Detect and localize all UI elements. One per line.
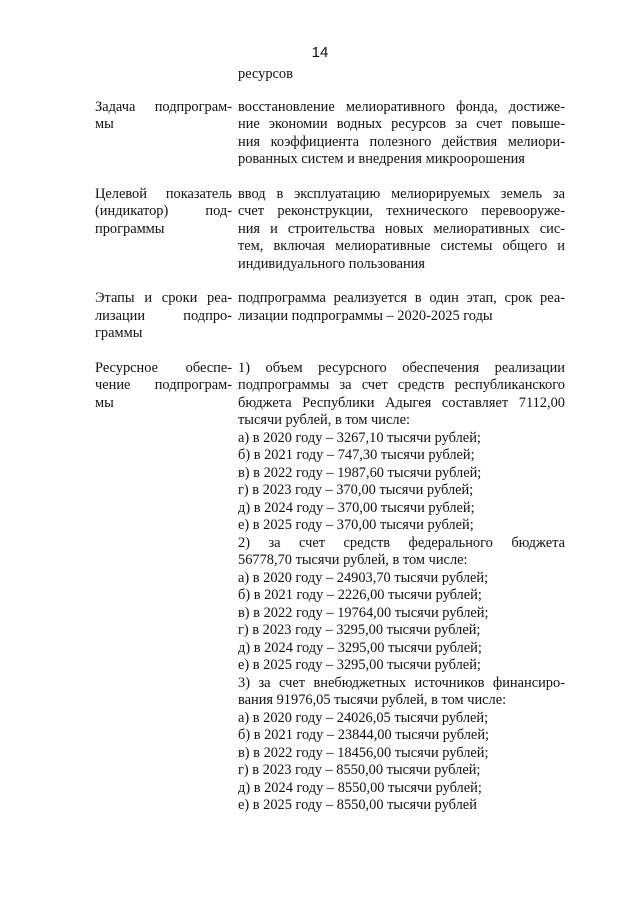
label-line: Целевой показатель (95, 185, 232, 202)
value-line: подпрограмма реализуется в один этап, срок реа- (238, 290, 565, 306)
value-line: счет реконструкции, технического перевооруже- (238, 203, 565, 219)
value-line: лизации подпрограммы – 2020-2025 годы (238, 307, 493, 324)
value-line: ресурсов (238, 66, 293, 82)
row-value (238, 66, 565, 84)
value-line: восстановление мелиоративного фонда, достиже- (238, 98, 565, 115)
value-line: подпрограммы за счет средств республиканского (238, 377, 565, 393)
value-line: ния коэффициента полезного действия мелиори- (238, 133, 565, 150)
value-line: е) в 2025 году – 370,00 тысячи рублей; (238, 517, 474, 533)
value-line: б) в 2021 году – 2226,00 тысячи рублей; (238, 587, 482, 603)
label-line: Задача подпрограм- (95, 98, 232, 115)
value-line: а) в 2020 году – 24026,05 тысячи рублей; (238, 709, 489, 726)
value-line: в) в 2022 году – 1987,60 тысячи рублей; (238, 464, 482, 481)
value-line: тысячи рублей, в том числе: (238, 412, 410, 428)
value-line: г) в 2023 году – 3295,00 тысячи рублей; (238, 622, 481, 638)
value-line: д) в 2024 году – 8550,00 тысячи рублей; (238, 779, 482, 796)
table-row-resource-provision (95, 360, 565, 815)
label-line: граммы (95, 325, 143, 341)
value-line: г) в 2023 году – 370,00 тысячи рублей; (238, 482, 474, 498)
row-value (238, 290, 565, 343)
subprogram-passport-table (95, 66, 565, 832)
label-line: (индикатор) под- (95, 203, 232, 219)
row-label (95, 66, 232, 84)
value-line: бюджета Республики Адыгея составляет 7112,00 (238, 394, 565, 411)
value-line: индивидуального пользования (238, 255, 426, 272)
row-label (95, 290, 232, 343)
value-line: тем, включая мелиоративные системы общего и (238, 238, 565, 254)
value-line: б) в 2021 году – 747,30 тысячи рублей; (238, 447, 475, 463)
table-row-target-indicator (95, 186, 565, 274)
page-number: 14 (311, 44, 329, 61)
row-value (238, 186, 565, 274)
table-row-stages-terms (95, 290, 565, 343)
table-row-task (95, 99, 565, 169)
value-line: рованных систем и внедрения микроорошения (238, 151, 525, 167)
value-line: г) в 2023 году – 8550,00 тысячи рублей; (238, 762, 481, 778)
label-line: Ресурсное обеспе- (95, 359, 232, 376)
label-line: программы (95, 220, 165, 237)
value-line: а) в 2020 году – 3267,10 тысячи рублей; (238, 429, 481, 446)
row-label (95, 360, 232, 815)
label-line: Этапы и сроки реа- (95, 290, 232, 306)
label-line: мы (95, 394, 114, 411)
row-value (238, 99, 565, 169)
value-line: ния и строительства новых мелиоративных сис- (238, 220, 565, 237)
value-line: д) в 2024 году – 370,00 тысячи рублей; (238, 499, 475, 516)
value-line: вания 91976,05 тысячи рублей, в том числе: (238, 692, 507, 708)
row-label (95, 186, 232, 274)
value-line: б) в 2021 году – 23844,00 тысячи рублей; (238, 727, 490, 743)
value-line: д) в 2024 году – 3295,00 тысячи рублей; (238, 639, 482, 656)
value-line: ввод в эксплуатацию мелиорируемых земель за (238, 185, 565, 202)
row-label (95, 99, 232, 169)
value-line: ние экономии водных ресурсов за счет повыше- (238, 116, 565, 132)
label-line: лизации подпро- (95, 307, 232, 324)
row-value (238, 360, 565, 815)
table-row-resources-continuation (95, 66, 565, 84)
value-line: е) в 2025 году – 8550,00 тысячи рублей (238, 797, 477, 813)
label-line: мы (95, 116, 114, 132)
label-line: чение подпрограм- (95, 377, 232, 393)
value-line: 2) за счет средств федерального бюджета (238, 534, 565, 551)
value-line: в) в 2022 году – 19764,00 тысячи рублей; (238, 604, 489, 621)
value-line: е) в 2025 году – 3295,00 тысячи рублей; (238, 657, 481, 673)
value-line: а) в 2020 году – 24903,70 тысячи рублей; (238, 569, 489, 586)
value-line: 1) объем ресурсного обеспечения реализации (238, 359, 565, 376)
value-line: в) в 2022 году – 18456,00 тысячи рублей; (238, 744, 489, 761)
value-line: 3) за счет внебюджетных источников финансиро- (238, 674, 565, 691)
value-line: 56778,70 тысячи рублей, в том числе: (238, 552, 468, 568)
